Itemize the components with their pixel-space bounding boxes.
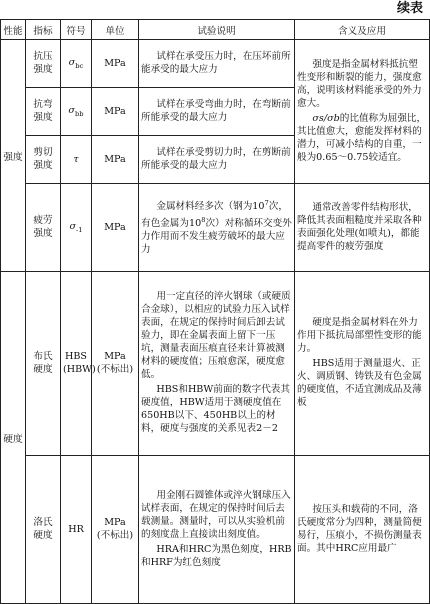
unit: MPa (不标出)	[92, 456, 139, 604]
category-hardness: 硬度	[1, 272, 26, 604]
symbol: τ	[61, 136, 92, 184]
table-row	[1, 40, 430, 88]
meaning-hardness: 硬度是指金属材料在外力作用下抵抗局部塑性变形的能力。 HBS适用于测量退火、正火、调质钢、铸铁及有色金属的硬度值，不适宜测成品及薄板	[295, 272, 430, 456]
symbol: $\sigma_{-1}$	[61, 184, 92, 272]
unit: MPa	[92, 88, 139, 136]
column-header: 试验说明	[139, 20, 295, 40]
symbol: $\sigma_{bb}$	[61, 88, 92, 136]
meaning-fatigue: 通常改善零件结构形状，降低其表面粗糙度并采取各种表面强化处理(如喷丸)，都能提高零件的疲劳强度	[295, 184, 430, 272]
test-description: 试样在承受弯曲力时，在弯断前所能承受的最大应力	[139, 88, 295, 136]
column-header: 含义及应用	[295, 20, 430, 40]
table-row	[1, 456, 430, 604]
column-header: 符号	[61, 20, 92, 40]
column-header: 指标	[26, 20, 61, 40]
meaning-rockwell: 按压头和载荷的不同，洛氏硬度常分为四种，测量简便易行，压痕小，不损伤测量表面。其中HRC应用最广	[295, 456, 430, 604]
column-header: 性能	[1, 20, 26, 40]
unit: MPa	[92, 184, 139, 272]
table-row	[1, 272, 430, 456]
test-description: 金属材料经多次（钢为$10^7$次，有色金属为$10^8$次）对称循环交变外力作用而不发生疲劳破坏的最大应力	[139, 184, 295, 272]
unit: MPa	[92, 40, 139, 88]
indicator-name: 疲劳 强度	[26, 184, 61, 272]
unit: MPa (不标出)	[92, 272, 139, 456]
test-description: 试样在承受压力时，在压坏前所能承受的最大应力	[139, 40, 295, 88]
indicator-name: 剪切 强度	[26, 136, 61, 184]
table-row	[1, 184, 430, 272]
indicator-name: 布氏 硬度	[26, 272, 61, 456]
category-strength: 强度	[1, 40, 26, 272]
table-header-row	[1, 20, 430, 40]
symbol: $\sigma_{bc}$	[61, 40, 92, 88]
test-description: 试样在承受剪切力时，在剪断前所能承受的最大应力	[139, 136, 295, 184]
indicator-name: 抗弯 强度	[26, 88, 61, 136]
meaning-strength: 强度是指金属材料抵抗塑性变形和断裂的能力，强度愈高，说明该材料能承受的外力愈大。 σs/σb的比值称为屈强比，其比值愈大，愈能发挥材料的潜力，可减小结构的自重，一般为0.65～0.75较适宜。	[295, 40, 430, 184]
unit: MPa	[92, 136, 139, 184]
indicator-name: 洛氏 硬度	[26, 456, 61, 604]
test-description: 用一定直径的淬火钢球（或硬质合金球），以相应的试验力压入试样表面，在规定的保持时间后卸去试验力，即在金属表面上留下一压坑，测量表面压痕直径来计算被测材料的硬度值；压痕愈深，硬度愈低。 HBS和HBW前面的数字代表其硬度值，HBW适用于测硬度值在650HB以下、450HB以上的材料，硬度与强度的关系见表2－2	[139, 272, 295, 456]
column-header: 单位	[92, 20, 139, 40]
test-description: 用金刚石圆锥体或淬火钢球压入试样表面，在规定的保持时间后去载测量。测量时，可以从实验机前的刻度盘上直接读出刻度值。 HRA和HRC为黑色刻度，HRB和HRF为红色刻度	[139, 456, 295, 604]
properties-table	[0, 19, 430, 604]
indicator-name: 抗压 强度	[26, 40, 61, 88]
symbol: HR	[61, 456, 92, 604]
continued-table-label: 续表	[396, 1, 423, 16]
symbol: HBS (HBW)	[61, 272, 92, 456]
